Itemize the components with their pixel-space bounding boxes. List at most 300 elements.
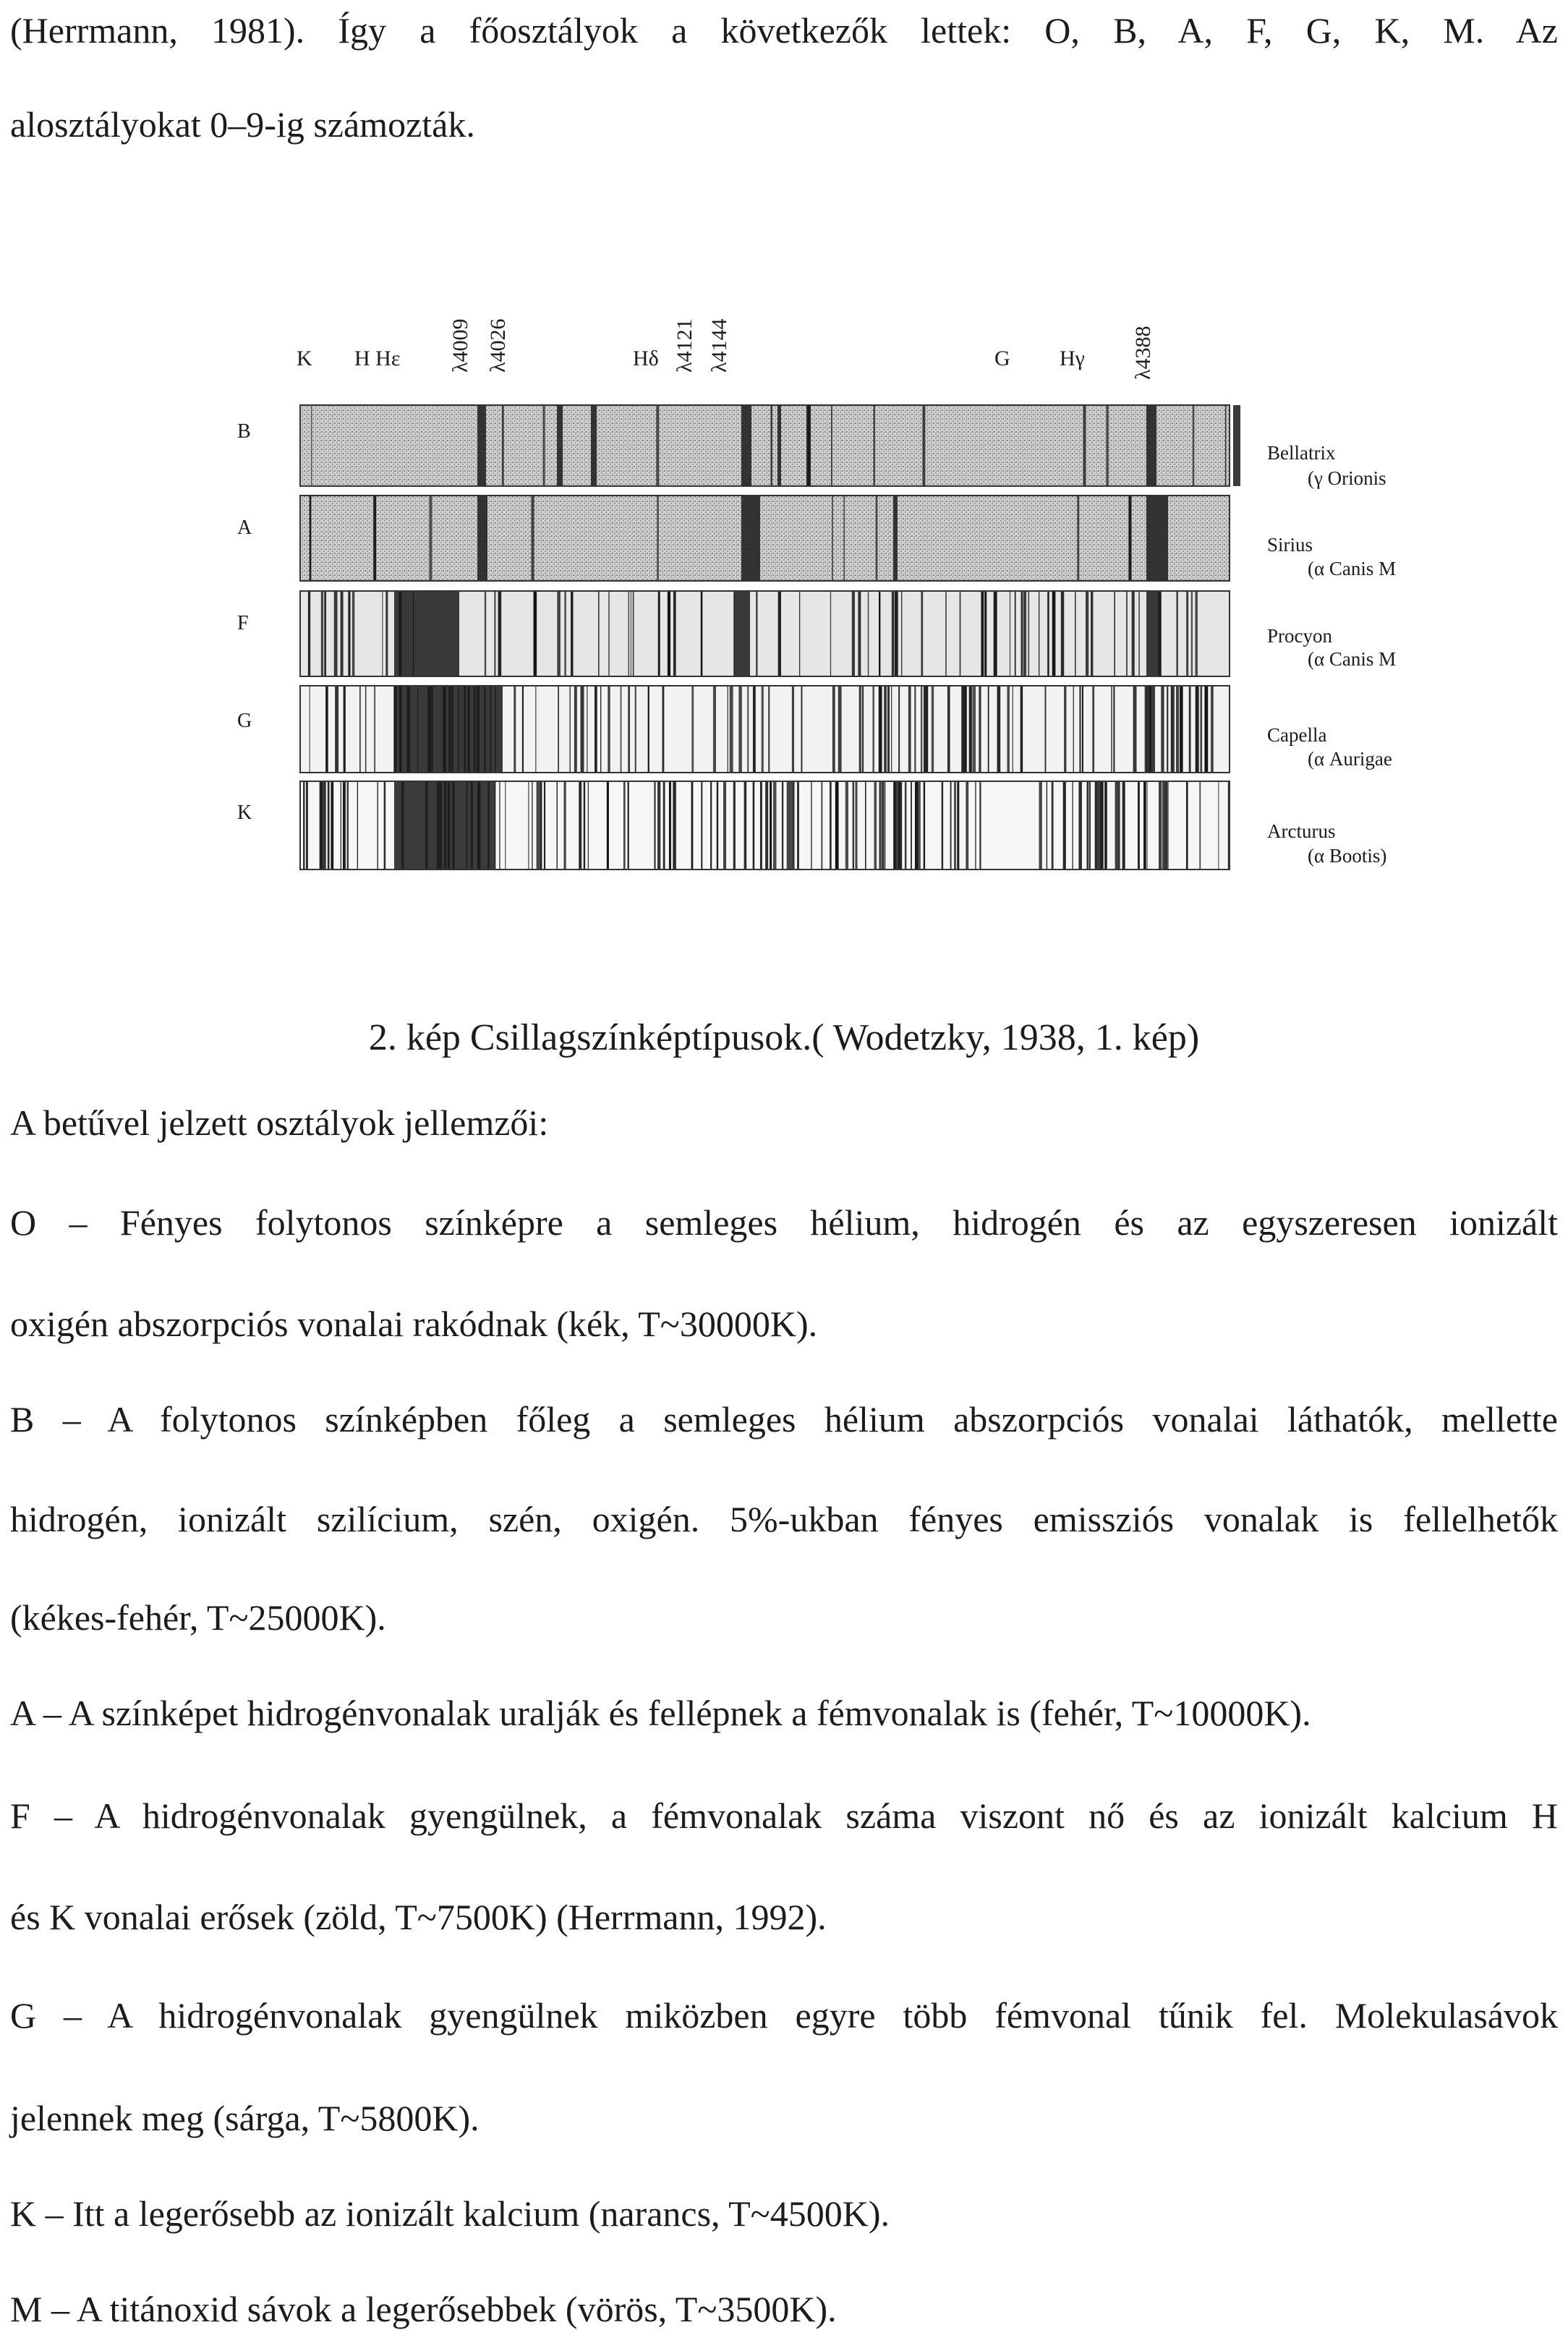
spectral-line bbox=[947, 686, 950, 773]
spectral-line bbox=[855, 781, 857, 870]
spectral-line bbox=[505, 781, 506, 870]
spectral-line bbox=[1200, 686, 1202, 773]
spectral-line bbox=[306, 781, 308, 870]
absorption-band bbox=[893, 781, 900, 870]
spectral-line bbox=[502, 405, 504, 486]
spectral-line bbox=[924, 781, 925, 870]
spectral-line bbox=[384, 781, 386, 870]
spectral-line bbox=[994, 591, 997, 676]
spectral-line bbox=[1061, 591, 1064, 676]
spectral-line bbox=[1193, 405, 1195, 486]
spectral-line bbox=[691, 686, 694, 773]
spectral-line bbox=[359, 686, 361, 773]
spectrum-strip bbox=[300, 405, 1230, 486]
spectral-line bbox=[811, 781, 812, 870]
class-o-line-2: oxigén abszorpciós vonalai rakódnak (kék, T~30000K). bbox=[10, 1304, 818, 1344]
spectral-line bbox=[1092, 686, 1094, 773]
spectral-line bbox=[522, 686, 524, 773]
spectral-line bbox=[832, 686, 835, 773]
spectral-line bbox=[868, 591, 869, 676]
spectral-line bbox=[1122, 781, 1125, 870]
spectral-line bbox=[926, 686, 928, 773]
spectral-line bbox=[1211, 686, 1214, 773]
spectral-line bbox=[656, 405, 659, 486]
star-name-procyon: Procyon bbox=[1267, 625, 1332, 647]
spectral-line bbox=[914, 686, 916, 773]
spectral-line bbox=[365, 686, 367, 773]
spectral-line bbox=[738, 686, 741, 773]
spectral-line bbox=[862, 686, 864, 773]
spectral-line bbox=[773, 781, 777, 870]
spectral-line bbox=[730, 686, 733, 773]
spectral-line bbox=[1045, 686, 1047, 773]
spectral-line bbox=[534, 591, 537, 676]
spectral-line bbox=[942, 781, 943, 870]
class-f-line-1: F – A hidrogénvonalak gyengülnek, a fémvonalak száma viszont nő és az ionizált kalcium H bbox=[10, 1795, 1558, 1836]
spectral-line bbox=[320, 781, 323, 870]
spectral-line bbox=[1143, 781, 1146, 870]
absorption-band bbox=[1146, 686, 1155, 773]
spectral-line bbox=[1159, 781, 1162, 870]
spectral-line bbox=[831, 405, 832, 486]
spectral-line bbox=[607, 781, 609, 870]
star-designation-bellatrix: (γ Orionis bbox=[1308, 467, 1386, 489]
label-hgamma: Hγ bbox=[1060, 347, 1085, 370]
spectral-line bbox=[765, 781, 768, 870]
spectral-line bbox=[1189, 686, 1191, 773]
label-lambda-4009: λ4009 bbox=[448, 318, 472, 373]
spectral-line bbox=[557, 591, 561, 676]
spectral-line bbox=[377, 781, 378, 870]
spectral-line bbox=[1162, 781, 1165, 870]
spectral-line bbox=[787, 781, 791, 870]
spectral-line bbox=[1196, 686, 1199, 773]
spectral-line bbox=[662, 686, 664, 773]
absorption-band bbox=[1096, 781, 1103, 870]
spectral-line bbox=[1007, 686, 1010, 773]
spectral-line bbox=[975, 781, 976, 870]
intro-line-1: (Herrmann, 1981). Így a főosztályok a következők lettek: O, B, A, F, G, K, M. Az bbox=[10, 10, 1558, 51]
absorption-band bbox=[557, 405, 563, 486]
star-designation-procyon: (α Canis M bbox=[1308, 648, 1397, 670]
spectral-line bbox=[778, 591, 781, 676]
wavelength-labels bbox=[297, 318, 1155, 380]
spectral-line bbox=[528, 781, 529, 870]
spectral-line bbox=[879, 686, 882, 773]
spectral-line bbox=[744, 781, 747, 870]
spectral-line bbox=[323, 781, 326, 870]
spectral-line bbox=[966, 781, 968, 870]
spectral-line bbox=[1186, 781, 1188, 870]
spectral-line bbox=[1107, 405, 1109, 486]
spectral-line bbox=[911, 781, 912, 870]
spectral-line bbox=[563, 781, 566, 870]
spectral-line bbox=[1117, 781, 1120, 870]
spectral-line bbox=[1086, 591, 1088, 676]
spectral-line bbox=[1199, 781, 1201, 870]
spectral-line bbox=[835, 781, 839, 870]
absorption-band bbox=[477, 496, 487, 581]
spectral-line bbox=[499, 781, 500, 870]
absorption-band bbox=[1146, 405, 1156, 486]
absorption-band bbox=[394, 591, 459, 676]
spectral-line bbox=[954, 781, 956, 870]
spectral-line bbox=[756, 591, 757, 676]
spectral-line bbox=[1180, 686, 1183, 773]
spectral-line bbox=[621, 686, 622, 773]
spectral-line bbox=[901, 591, 902, 676]
absorption-band bbox=[893, 496, 898, 581]
absorption-band bbox=[806, 405, 810, 486]
star-name-capella: Capella bbox=[1267, 724, 1327, 746]
spectral-line bbox=[691, 781, 694, 870]
spectral-line bbox=[1078, 781, 1082, 870]
spectral-line bbox=[1075, 591, 1076, 676]
spectral-line bbox=[658, 591, 660, 676]
absorption-band bbox=[591, 405, 597, 486]
spectral-line bbox=[1165, 781, 1167, 870]
spectral-line bbox=[853, 781, 854, 870]
spectral-line bbox=[633, 591, 634, 676]
spectral-line bbox=[581, 686, 584, 773]
spectral-line bbox=[325, 686, 328, 773]
spectral-line bbox=[874, 781, 877, 870]
spectral-line bbox=[1171, 686, 1174, 773]
spectral-line bbox=[514, 686, 516, 773]
spectral-line bbox=[838, 686, 842, 773]
spectral-line bbox=[429, 496, 432, 581]
intro-line-2: alosztályokat 0–9-ig számozták. bbox=[10, 104, 475, 145]
spectral-line bbox=[723, 781, 726, 870]
spectral-line bbox=[1021, 591, 1023, 676]
class-letter-k: K bbox=[237, 802, 252, 824]
spectral-line bbox=[673, 781, 676, 870]
spectral-line bbox=[843, 496, 845, 581]
spectral-line bbox=[1063, 781, 1066, 870]
absorption-band bbox=[777, 405, 781, 486]
spectral-line bbox=[648, 686, 649, 773]
class-m-line-1: M – A titánoxid sávok a legerősebbek (vörös, T~3500K). bbox=[10, 2289, 837, 2329]
absorption-band bbox=[1233, 405, 1240, 486]
spectral-line bbox=[984, 591, 987, 676]
spectral-line bbox=[334, 591, 338, 676]
spectral-line bbox=[598, 591, 600, 676]
spectral-line bbox=[1079, 686, 1081, 773]
spectral-line bbox=[635, 686, 636, 773]
spectral-line bbox=[753, 686, 756, 773]
spectral-line bbox=[882, 781, 884, 870]
spectral-line bbox=[1204, 686, 1208, 773]
label-lambda-4144: λ4144 bbox=[707, 318, 731, 373]
spectral-line bbox=[988, 686, 989, 773]
spectral-line bbox=[832, 496, 833, 581]
spectral-line bbox=[673, 591, 676, 676]
class-b-line-2: hidrogén, ionizált szilícium, szén, oxigén. 5%-ukban fényes emissziós vonalak is fellelhetők bbox=[10, 1499, 1558, 1539]
spectral-line bbox=[921, 686, 922, 773]
absorption-band bbox=[741, 405, 751, 486]
spectral-line bbox=[1186, 591, 1188, 676]
class-o-line-1: O – Fényes folytonos színképre a semleges hélium, hidrogén és az egyszeresen ionizált bbox=[10, 1202, 1558, 1243]
star-name-bellatrix: Bellatrix bbox=[1267, 442, 1336, 464]
absorption-band bbox=[1146, 591, 1161, 676]
spectral-line bbox=[1052, 591, 1056, 676]
spectral-line bbox=[1021, 686, 1023, 773]
spectral-line bbox=[623, 781, 626, 870]
class-g-line-2: jelennek meg (sárga, T~5800K). bbox=[10, 2098, 480, 2138]
spectral-line bbox=[352, 591, 354, 676]
spectral-line bbox=[324, 591, 326, 676]
spectral-line bbox=[1111, 686, 1112, 773]
spectral-line bbox=[801, 686, 802, 773]
spectral-line bbox=[1167, 686, 1168, 773]
spectral-line bbox=[1104, 781, 1107, 870]
spectral-line bbox=[535, 686, 536, 773]
spectral-line bbox=[963, 686, 966, 773]
spectral-line bbox=[335, 686, 338, 773]
spectral-line bbox=[485, 591, 486, 676]
spectral-line bbox=[595, 686, 597, 773]
spectral-line bbox=[564, 591, 566, 676]
spectral-line bbox=[600, 686, 601, 773]
spectral-line bbox=[865, 781, 866, 870]
spectral-line bbox=[979, 781, 981, 870]
spectral-line bbox=[1218, 781, 1219, 870]
spectral-line bbox=[668, 591, 670, 676]
label-g: G bbox=[994, 347, 1010, 370]
spectral-line bbox=[574, 686, 577, 773]
class-g-line-1: G – A hidrogénvonalak gyengülnek miközben egyre több fémvonal tűnik fel. Molekulasávok bbox=[10, 1995, 1558, 2036]
spectral-line bbox=[1015, 591, 1016, 676]
spectral-line bbox=[1225, 405, 1226, 486]
spectral-line bbox=[845, 781, 848, 870]
spectral-line bbox=[1039, 781, 1041, 870]
spectral-line bbox=[908, 686, 911, 773]
absorption-band bbox=[394, 686, 503, 773]
label-lambda-4121: λ4121 bbox=[673, 318, 696, 373]
class-letter-f: F bbox=[237, 612, 249, 634]
spectral-line bbox=[872, 686, 874, 773]
spectral-line bbox=[328, 781, 330, 870]
spectral-line bbox=[918, 781, 921, 870]
spectral-line bbox=[1167, 781, 1168, 870]
spectral-line bbox=[657, 496, 659, 581]
spectral-line bbox=[331, 781, 333, 870]
spectral-line bbox=[374, 686, 375, 773]
spectral-line bbox=[531, 496, 534, 581]
spectral-line bbox=[915, 781, 919, 870]
spectral-line bbox=[892, 591, 895, 676]
spectral-line bbox=[303, 781, 305, 870]
spectral-line bbox=[1113, 686, 1115, 773]
spectral-line bbox=[710, 781, 712, 870]
label-hdelta: Hδ bbox=[633, 347, 659, 370]
spectral-line bbox=[960, 591, 961, 676]
spectral-line bbox=[1052, 781, 1054, 870]
spectral-line bbox=[821, 781, 822, 870]
spectral-line bbox=[701, 781, 702, 870]
star-designation-capella: (α Aurigae bbox=[1308, 748, 1392, 770]
spectral-line bbox=[852, 591, 855, 676]
spectral-line bbox=[830, 781, 832, 870]
class-b-line-3: (kékes-fehér, T~25000K). bbox=[10, 1597, 386, 1638]
spectral-line bbox=[657, 781, 660, 870]
spectral-line bbox=[348, 591, 350, 676]
spectral-line bbox=[972, 686, 976, 773]
spectral-line bbox=[792, 686, 794, 773]
spectral-line bbox=[1114, 591, 1115, 676]
spectral-line bbox=[494, 591, 495, 676]
label-lambda-4026: λ4026 bbox=[486, 318, 510, 373]
spectral-line bbox=[321, 591, 323, 676]
absorption-band bbox=[394, 781, 495, 870]
spectral-line bbox=[382, 591, 383, 676]
spectral-line bbox=[557, 781, 558, 870]
spectral-line bbox=[344, 686, 346, 773]
spectral-line bbox=[921, 591, 923, 676]
spectral-line bbox=[733, 781, 736, 870]
spectral-line bbox=[1138, 781, 1140, 870]
spectral-line bbox=[1083, 405, 1086, 486]
spectral-line bbox=[859, 686, 861, 773]
class-letter-g: G bbox=[237, 710, 252, 732]
spectrum-strip bbox=[300, 496, 1230, 581]
spectral-line bbox=[310, 496, 312, 581]
class-a-line-1: A – A színképet hidrogénvonalak uralják és fellépnek a fémvonalak is (fehér, T~10000K). bbox=[10, 1693, 1311, 1733]
spectral-line bbox=[1147, 781, 1148, 870]
spectral-line bbox=[608, 686, 610, 773]
spectral-line bbox=[905, 781, 906, 870]
class-letter-b: B bbox=[237, 420, 251, 443]
spectral-line bbox=[957, 781, 959, 870]
spectral-line bbox=[770, 781, 772, 870]
spectral-line bbox=[797, 781, 799, 870]
spectral-line bbox=[608, 591, 609, 676]
spectral-line bbox=[669, 781, 671, 870]
spectral-line bbox=[762, 686, 764, 773]
spectral-line bbox=[628, 686, 630, 773]
spectral-line bbox=[768, 686, 770, 773]
spectral-line bbox=[753, 781, 755, 870]
spectral-line bbox=[1073, 686, 1074, 773]
spectral-line bbox=[1176, 686, 1179, 773]
spectral-line bbox=[540, 781, 542, 870]
spectral-line bbox=[922, 405, 925, 486]
spectral-line bbox=[357, 781, 358, 870]
spectral-line bbox=[1177, 591, 1178, 676]
spectral-line bbox=[654, 781, 655, 870]
spectral-line bbox=[311, 405, 312, 486]
label-h-heps: H Hε bbox=[354, 347, 401, 370]
spectral-line bbox=[799, 591, 800, 676]
spectral-line bbox=[1082, 686, 1083, 773]
spectral-line bbox=[747, 686, 749, 773]
spectral-line bbox=[1138, 591, 1140, 676]
class-f-line-2: és K vonalai erősek (zöld, T~7500K) (Herrmann, 1992). bbox=[10, 1897, 827, 1937]
spectral-line bbox=[884, 686, 887, 773]
spectral-line bbox=[1028, 591, 1029, 676]
class-letter-a: A bbox=[237, 516, 252, 539]
spectral-line bbox=[981, 591, 984, 676]
spectral-line bbox=[537, 781, 540, 870]
spectral-line bbox=[879, 781, 881, 870]
spectral-line bbox=[874, 405, 875, 486]
spectral-line bbox=[544, 781, 545, 870]
spectral-line bbox=[1133, 686, 1137, 773]
spectral-line bbox=[1091, 591, 1093, 676]
star-name-arcturus: Arcturus bbox=[1267, 820, 1336, 842]
absorption-band bbox=[734, 591, 750, 676]
spectral-line bbox=[1174, 686, 1175, 773]
spectral-line bbox=[1228, 781, 1229, 870]
spectral-line bbox=[895, 591, 898, 676]
spectra-plate bbox=[217, 275, 1446, 897]
spectral-line bbox=[1087, 781, 1089, 870]
spectral-line bbox=[571, 591, 573, 676]
spectral-line bbox=[770, 405, 772, 486]
spectral-line bbox=[979, 686, 981, 773]
spectral-line bbox=[879, 591, 880, 676]
spectral-line bbox=[343, 781, 346, 870]
spectral-line bbox=[858, 591, 861, 676]
absorption-band bbox=[741, 496, 760, 581]
spectral-line bbox=[663, 781, 665, 870]
star-designation-arcturus: (α Bootis) bbox=[1308, 845, 1387, 867]
spectral-line bbox=[498, 591, 502, 676]
spectral-line bbox=[701, 591, 703, 676]
spectral-line bbox=[997, 686, 1001, 773]
spectral-line bbox=[385, 591, 388, 676]
spectral-line bbox=[1023, 591, 1026, 676]
spectral-line bbox=[1077, 496, 1079, 581]
spectral-line bbox=[760, 781, 762, 870]
spectral-line bbox=[341, 781, 342, 870]
spectral-line bbox=[884, 781, 885, 870]
spectral-line bbox=[1126, 591, 1128, 676]
class-letters bbox=[237, 420, 252, 824]
spectral-line bbox=[830, 591, 831, 676]
star-name-sirius: Sirius bbox=[1267, 534, 1313, 556]
spectral-line bbox=[945, 591, 947, 676]
spectral-line bbox=[532, 781, 533, 870]
spectral-line bbox=[1064, 686, 1066, 773]
absorption-band bbox=[1146, 496, 1168, 581]
spectral-line bbox=[1191, 591, 1193, 676]
label-lambda-4388: λ4388 bbox=[1131, 326, 1155, 380]
label-k: K bbox=[297, 347, 312, 370]
spectral-line bbox=[588, 781, 589, 870]
spectra-strips bbox=[300, 405, 1240, 870]
figure-caption: 2. kép Csillagszínképtípusok.( Wodetzky, 1938, 1. kép) bbox=[368, 1017, 1200, 1058]
spectral-line bbox=[887, 686, 890, 773]
star-names bbox=[1267, 442, 1396, 867]
spectral-line bbox=[1161, 686, 1164, 773]
spectral-line bbox=[584, 781, 585, 870]
spectral-line bbox=[782, 781, 783, 870]
spectral-line bbox=[543, 405, 545, 486]
spectral-line bbox=[793, 781, 795, 870]
spectral-line bbox=[347, 781, 349, 870]
spectral-line bbox=[341, 591, 344, 676]
absorption-band bbox=[477, 405, 486, 486]
spectral-line bbox=[308, 591, 310, 676]
spectral-line bbox=[1089, 781, 1091, 870]
class-b-line-1: B – A folytonos színképben főleg a semleges hélium abszorpciós vonalai láthatók, mellette bbox=[10, 1399, 1558, 1440]
spectral-line bbox=[570, 686, 571, 773]
spectral-line bbox=[713, 686, 716, 773]
spectral-line bbox=[891, 686, 892, 773]
spectral-line bbox=[1047, 591, 1049, 676]
spectral-line bbox=[628, 781, 629, 870]
